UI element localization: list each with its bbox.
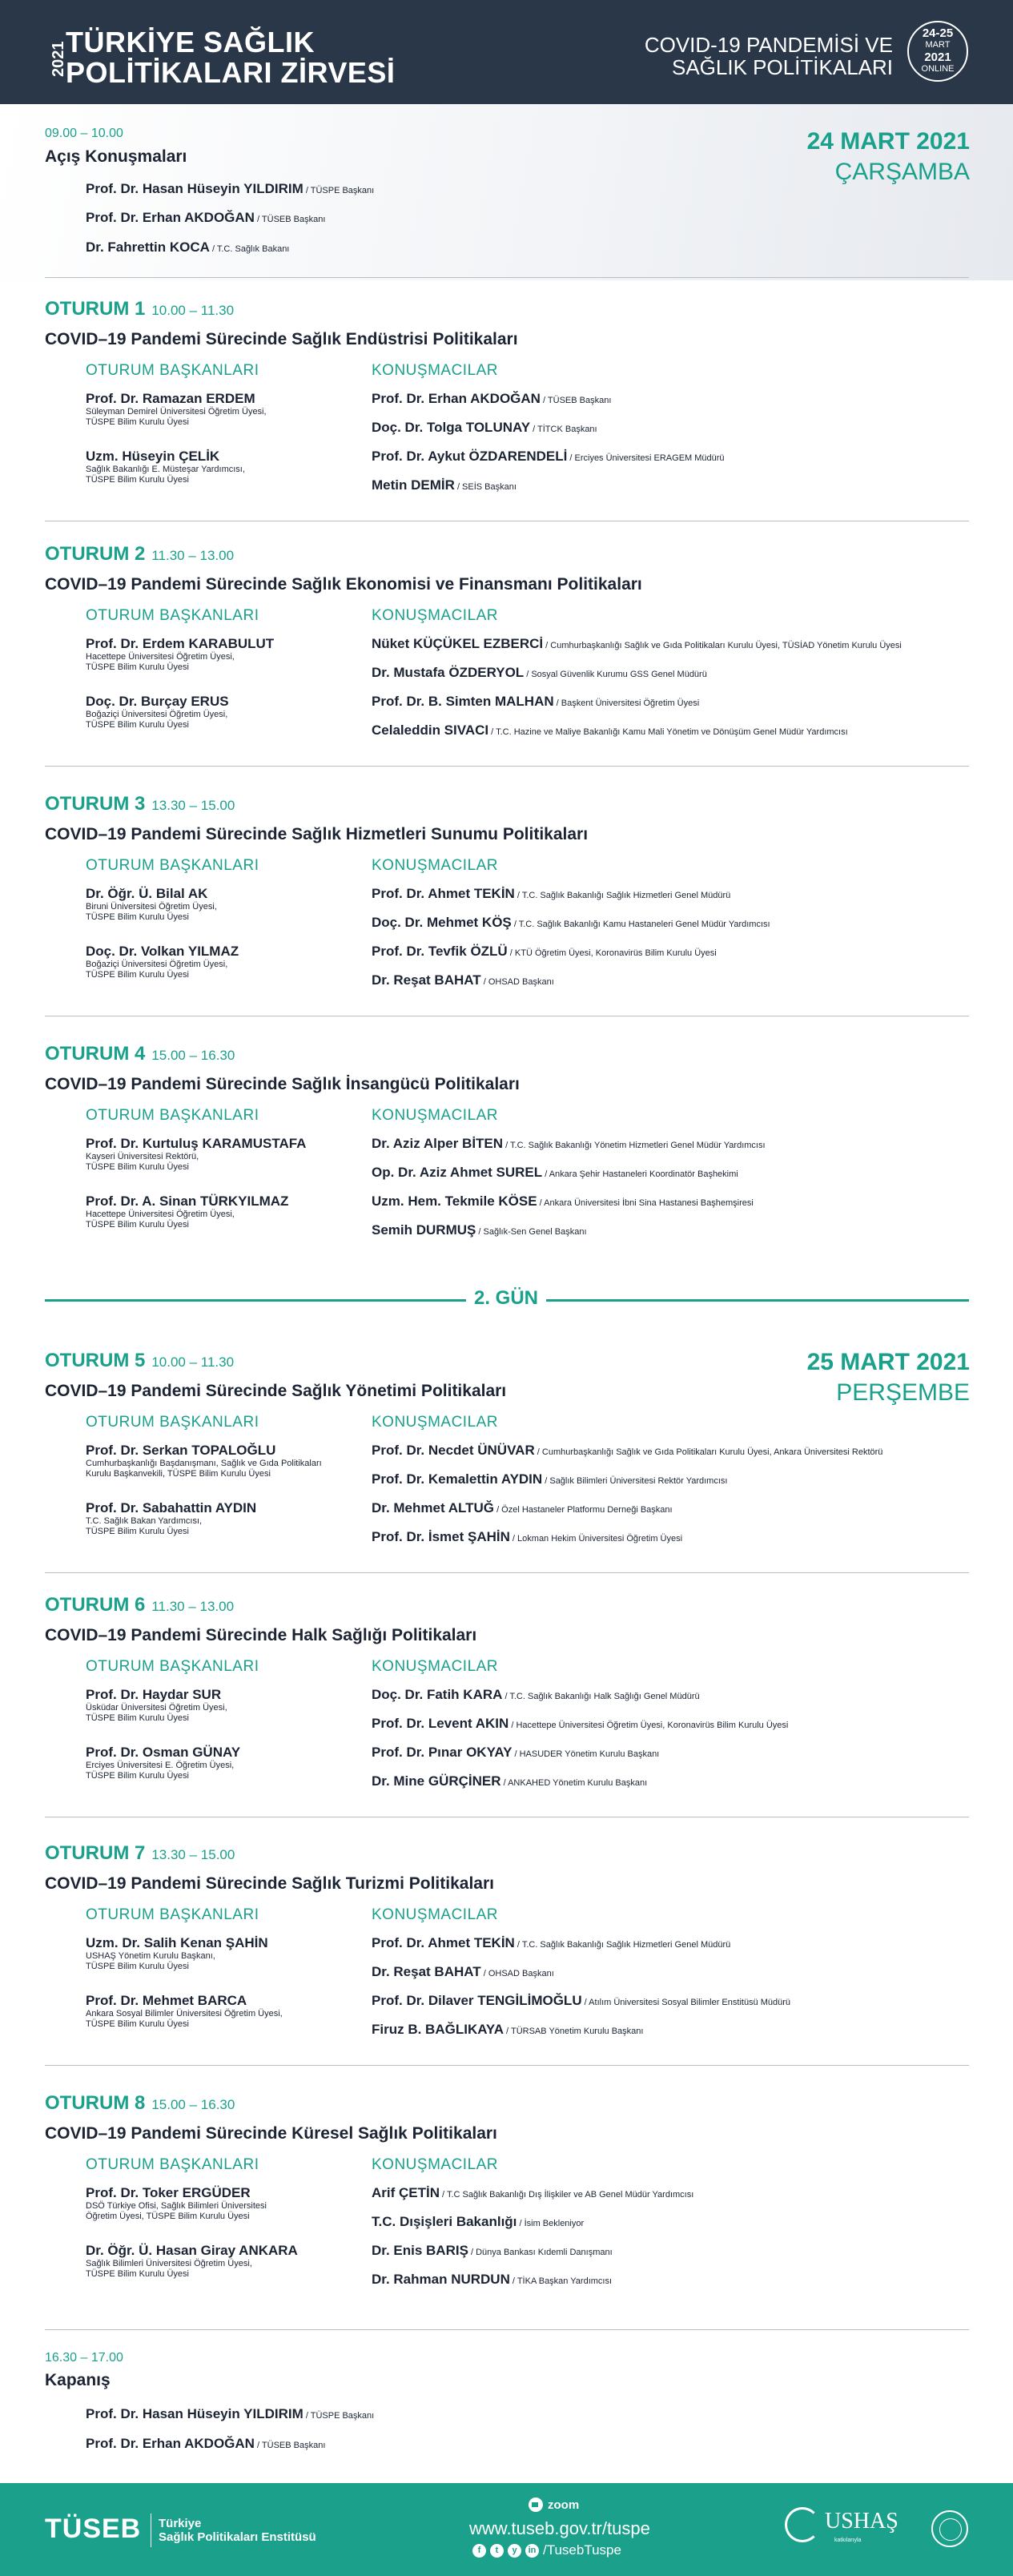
summit-title-line2: POLİTİKALARI ZİRVESİ: [66, 56, 396, 89]
speaker-role: / TİKA Başkan Yardımcısı: [509, 2276, 613, 2286]
speaker-role: / HASUDER Yönetim Kurulu Başkanı: [512, 1749, 660, 1759]
speaker-role: / OHSAD Başkanı: [480, 977, 554, 987]
speakers-heading: KONUŞMACILAR: [372, 1658, 499, 1675]
session-title: COVID–19 Pandemi Sürecinde Küresel Sağlık Politikaları: [45, 2124, 497, 2143]
chair-affiliation: TÜSPE Bilim Kurulu Üyesi: [86, 970, 189, 980]
session-number: OTURUM 2: [45, 543, 146, 565]
speaker-name: Dr. Aziz Alper BİTEN: [372, 1136, 504, 1151]
chair-affiliation: TÜSPE Bilim Kurulu Üyesi: [86, 1220, 189, 1230]
session-speaker: [372, 636, 902, 652]
closing-speaker: [86, 2406, 374, 2422]
session-speaker: [372, 1964, 554, 1980]
ministry-seal-icon: [931, 2510, 968, 2547]
chair-name: Prof. Dr. Mehmet BARCA: [86, 1993, 247, 2008]
session-time: 15.00 – 16.30: [151, 2097, 235, 2112]
session-label: [45, 1594, 234, 1616]
social-handle[interactable]: /TusebTuspe: [543, 2542, 621, 2558]
speaker-role: / TÜRSAB Yönetim Kurulu Başkanı: [504, 2027, 644, 2036]
section-divider: [45, 766, 969, 767]
session-speaker: [372, 2272, 612, 2288]
speaker-role: / İsim Bekleniyor: [517, 2219, 585, 2228]
chair-affiliation: TÜSPE Bilim Kurulu Üyesi: [86, 1527, 189, 1536]
speaker-name: Dr. Enis BARIŞ: [372, 2243, 468, 2258]
session-label: [45, 298, 234, 320]
chair-affiliation: TÜSPE Bilim Kurulu Üyesi: [86, 1162, 189, 1172]
session-chair: [86, 1193, 342, 1230]
chair-affiliation: Hacettepe Üniversitesi Öğretim Üyesi,: [86, 652, 235, 662]
speaker-name: Prof. Dr. Hasan Hüseyin YILDIRIM: [86, 2406, 303, 2421]
speaker-name: Doç. Dr. Mehmet KÖŞ: [372, 915, 512, 930]
session-speaker: [372, 1993, 790, 2009]
closing-title: Kapanış: [45, 2371, 111, 2389]
chairs-heading: OTURUM BAŞKANLARI: [86, 362, 259, 379]
session-speaker: [372, 2243, 613, 2259]
opening-speaker: [86, 210, 325, 226]
session-speaker: [372, 886, 730, 902]
summit-title: [66, 27, 395, 88]
chair-name: Prof. Dr. A. Sinan TÜRKYILMAZ: [86, 1193, 289, 1209]
speaker-role: / Cumhurbaşkanlığı Sağlık ve Gıda Politikaları Kurulu Üyesi, TÜSİAD Yönetim Kurulu Üyesi: [543, 641, 902, 650]
chair-affiliation: Boğaziçi Üniversitesi Öğretim Üyesi,: [86, 960, 228, 969]
session-speaker: [372, 694, 699, 710]
session-chair: [86, 1993, 342, 2030]
session-chair: [86, 886, 342, 923]
chairs-heading: OTURUM BAŞKANLARI: [86, 1107, 259, 1124]
chair-affiliation: Cumhurbaşkanlığı Başdanışmanı, Sağlık ve Gıda Politikaları: [86, 1459, 322, 1468]
session-label: [45, 2092, 235, 2115]
speaker-name: Prof. Dr. Dilaver TENGİLİMOĞLU: [372, 1993, 582, 2008]
header-year: 2021: [50, 41, 67, 77]
speaker-name: Doç. Dr. Fatih KARA: [372, 1687, 503, 1702]
chair-name: Prof. Dr. Ramazan ERDEM: [86, 391, 255, 406]
session-speaker: [372, 1529, 682, 1545]
chair-affiliation: TÜSPE Bilim Kurulu Üyesi: [86, 2019, 189, 2029]
session-label: [45, 1043, 235, 1065]
speaker-name: Op. Dr. Aziz Ahmet SUREL: [372, 1165, 543, 1180]
session-speaker: [372, 420, 597, 436]
speaker-name: Prof. Dr. Hasan Hüseyin YILDIRIM: [86, 181, 303, 196]
session-speaker: [372, 1687, 700, 1703]
theme-title-line2: SAĞLIK POLİTİKALARI: [672, 55, 893, 79]
chair-name: Prof. Dr. Haydar SUR: [86, 1687, 222, 1702]
session-label: [45, 543, 234, 566]
section-divider: [45, 1572, 969, 1573]
chair-name: Prof. Dr. Osman GÜNAY: [86, 1745, 241, 1760]
session-speaker: [372, 1222, 587, 1238]
zoom-label: zoom: [548, 2498, 580, 2512]
ushas-logo: USHAŞ: [825, 2509, 898, 2534]
speaker-role: / TÜSEB Başkanı: [540, 396, 612, 405]
speaker-name: Dr. Mustafa ÖZDERYOL: [372, 665, 525, 680]
session-chair: [86, 391, 342, 428]
session-speaker: [372, 944, 717, 960]
speaker-name: Prof. Dr. Erhan AKDOĞAN: [86, 210, 255, 225]
session-speaker: [372, 1193, 754, 1210]
chairs-heading: OTURUM BAŞKANLARI: [86, 1658, 259, 1675]
session-title: COVID–19 Pandemi Sürecinde Sağlık Hizmetleri Sunumu Politikaları: [45, 825, 589, 843]
chair-name: Prof. Dr. Toker ERGÜDER: [86, 2185, 251, 2200]
theme-title: [645, 34, 893, 78]
chair-name: Uzm. Dr. Salih Kenan ŞAHİN: [86, 1935, 268, 1950]
ushas-caption: katkılarıyla: [834, 2538, 862, 2543]
session-chair: [86, 1136, 342, 1173]
chair-affiliation: Sağlık Bilimleri Üniversitesi Öğretim Üyesi,: [86, 2259, 252, 2268]
speakers-heading: KONUŞMACILAR: [372, 1906, 499, 1923]
session-number: OTURUM 7: [45, 1842, 146, 1864]
youtube-icon[interactable]: y: [508, 2544, 521, 2558]
chairs-heading: OTURUM BAŞKANLARI: [86, 607, 259, 624]
speaker-name: Arif ÇETİN: [372, 2185, 440, 2200]
speakers-heading: KONUŞMACILAR: [372, 1414, 499, 1431]
session-speaker: [372, 449, 725, 465]
session-title: COVID–19 Pandemi Sürecinde Halk Sağlığı Politikaları: [45, 1626, 477, 1644]
session-chair: [86, 1745, 342, 1781]
speaker-role: / Cumhurbaşkanlığı Sağlık ve Gıda Politikaları Kurulu Üyesi, Ankara Üniversitesi Rektörü: [534, 1447, 883, 1457]
badge-year: 2021: [924, 50, 951, 64]
speaker-name: Dr. Mine GÜRÇİNER: [372, 1773, 501, 1789]
speaker-name: Firuz B. BAĞLIKAYA: [372, 2022, 504, 2037]
speaker-role: / TİTCK Başkanı: [530, 425, 597, 434]
chair-affiliation: Ankara Sosyal Bilimler Üniversitesi Öğretim Üyesi,: [86, 2009, 283, 2019]
opening-speaker: [86, 239, 289, 256]
session-title: COVID–19 Pandemi Sürecinde Sağlık İnsangücü Politikaları: [45, 1075, 520, 1093]
speaker-name: Uzm. Hem. Tekmile KÖSE: [372, 1193, 537, 1209]
speaker-role: / T.C. Sağlık Bakanlığı Sağlık Hizmetleri Genel Müdürü: [514, 1940, 731, 1950]
speaker-role: / Başkent Üniversitesi Öğretim Üyesi: [553, 698, 700, 708]
theme-title-line1: COVID-19 PANDEMİSİ VE: [644, 33, 893, 57]
speaker-name: Prof. Dr. Ahmet TEKİN: [372, 886, 515, 901]
badge-month: MART: [925, 40, 951, 50]
chair-affiliation: TÜSPE Bilim Kurulu Üyesi: [86, 912, 189, 922]
speaker-role: / Sağlık-Sen Genel Başkanı: [476, 1227, 587, 1237]
speaker-name: Dr. Rahman NURDUN: [372, 2272, 510, 2287]
session-number: OTURUM 5: [45, 1350, 146, 1371]
chair-name: Dr. Öğr. Ü. Hasan Giray ANKARA: [86, 2243, 298, 2258]
chair-affiliation: Süleyman Demirel Üniversitesi Öğretim Üyesi,: [86, 407, 267, 417]
session-time: 10.00 – 11.30: [151, 1354, 235, 1370]
session-title: COVID–19 Pandemi Sürecinde Sağlık Endüstrisi Politikaları: [45, 330, 518, 348]
session-number: OTURUM 4: [45, 1043, 146, 1065]
speaker-name: Prof. Dr. Kemalettin AYDIN: [372, 1471, 543, 1487]
speaker-name: Prof. Dr. Tevfik ÖZLÜ: [372, 944, 508, 959]
speaker-name: Prof. Dr. Levent AKIN: [372, 1716, 509, 1731]
session-speaker: [372, 1165, 738, 1181]
session-speaker: [372, 915, 770, 931]
website-link[interactable]: www.tuseb.gov.tr/tuspe: [469, 2518, 650, 2538]
session-label: [45, 1842, 235, 1865]
speaker-name: Prof. Dr. Erhan AKDOĞAN: [372, 391, 541, 406]
closing-time: 16.30 – 17.00: [45, 2351, 123, 2365]
session-speaker: [372, 722, 848, 739]
chair-name: Prof. Dr. Serkan TOPALOĞLU: [86, 1443, 276, 1458]
session-time: 11.30 – 13.00: [151, 548, 235, 563]
day1-weekday: ÇARŞAMBA: [834, 159, 970, 185]
session-speaker: [372, 1745, 659, 1761]
chair-affiliation: Biruni Üniversitesi Öğretim Üyesi,: [86, 902, 217, 912]
chair-affiliation: TÜSPE Bilim Kurulu Üyesi: [86, 1713, 189, 1723]
day2-date-block: [807, 1347, 970, 1408]
date-badge: [907, 21, 968, 82]
session-speaker: [372, 972, 554, 988]
summit-title-line1: TÜRKİYE SAĞLIK: [66, 26, 316, 58]
speaker-role: / TÜSPE Başkanı: [303, 2411, 375, 2421]
speaker-name: Doç. Dr. Tolga TOLUNAY: [372, 420, 531, 435]
session-number: OTURUM 6: [45, 1594, 146, 1616]
speaker-name: Prof. Dr. Pınar OKYAY: [372, 1745, 513, 1760]
chair-affiliation: Hacettepe Üniversitesi Öğretim Üyesi,: [86, 1210, 235, 1219]
speaker-role: / Ankara Üniversitesi İbni Sina Hastanesi Başhemşiresi: [537, 1198, 754, 1208]
zoom-badge: [529, 2498, 579, 2512]
speaker-role: / Sosyal Güvenlik Kurumu GSS Genel Müdürü: [524, 670, 707, 679]
speaker-role: / T.C. Sağlık Bakanlığı Yönetim Hizmetleri Genel Müdür Yardımcısı: [503, 1141, 766, 1150]
speaker-role: / Lokman Hekim Üniversitesi Öğretim Üyesi: [509, 1534, 683, 1544]
chair-name: Dr. Öğr. Ü. Bilal AK: [86, 886, 208, 901]
chair-affiliation: TÜSPE Bilim Kurulu Üyesi: [86, 475, 189, 485]
day1-date-block: [807, 127, 970, 187]
session-speaker: [372, 2185, 693, 2201]
chair-affiliation: Üsküdar Üniversitesi Öğretim Üyesi,: [86, 1703, 227, 1713]
opening-title: Açış Konuşmaları: [45, 147, 187, 166]
speaker-name: Celaleddin SIVACI: [372, 722, 489, 738]
session-speaker: [372, 665, 707, 681]
chair-affiliation: Öğretim Üyesi, TÜSPE Bilim Kurulu Üyesi: [86, 2212, 250, 2221]
speaker-role: / Ankara Şehir Hastaneleri Koordinatör Başhekimi: [542, 1169, 738, 1179]
speakers-heading: KONUŞMACILAR: [372, 2156, 499, 2173]
speaker-role: / Hacettepe Üniversitesi Öğretim Üyesi, Koronavirüs Bilim Kurulu Üyesi: [509, 1721, 789, 1730]
speaker-role: / SEİS Başkanı: [454, 482, 517, 492]
session-speaker: [372, 1136, 766, 1152]
session-speaker: [372, 1935, 730, 1951]
chair-affiliation: TÜSPE Bilim Kurulu Üyesi: [86, 1962, 189, 1971]
speaker-role: / T.C Sağlık Bakanlığı Dış İlişkiler ve AB Genel Müdür Yardımcısı: [440, 2190, 694, 2200]
speaker-role: / Dünya Bankası Kıdemli Danışmanı: [468, 2248, 613, 2257]
speakers-heading: KONUŞMACILAR: [372, 857, 499, 874]
opening-speaker: [86, 181, 374, 197]
chair-affiliation: DSÖ Türkiye Ofisi, Sağlık Bilimleri Üniversitesi: [86, 2201, 267, 2211]
chair-name: Doç. Dr. Volkan YILMAZ: [86, 944, 239, 959]
speaker-name: Metin DEMİR: [372, 477, 455, 493]
chair-name: Doç. Dr. Burçay ERUS: [86, 694, 229, 709]
section-divider: [45, 2329, 969, 2330]
speaker-name: Dr. Reşat BAHAT: [372, 972, 481, 988]
facebook-icon[interactable]: f: [472, 2544, 486, 2558]
session-speaker: [372, 2022, 643, 2038]
institute-name-line2: Sağlık Politikaları Enstitüsü: [159, 2530, 316, 2544]
opening-time: 09.00 – 10.00: [45, 127, 123, 140]
speaker-role: / Özel Hastaneler Platformu Derneği Başkanı: [494, 1505, 673, 1515]
session-number: OTURUM 1: [45, 298, 146, 320]
chair-name: Prof. Dr. Kurtuluş KARAMUSTAFA: [86, 1136, 307, 1151]
section-divider: [45, 277, 969, 278]
institute-name-line1: Türkiye: [159, 2517, 202, 2530]
chair-affiliation: TÜSPE Bilim Kurulu Üyesi: [86, 417, 189, 427]
twitter-icon[interactable]: t: [490, 2544, 504, 2558]
ushas-swirl-icon: [785, 2507, 820, 2542]
session-time: 13.30 – 15.00: [151, 1847, 235, 1862]
chair-name: Prof. Dr. Erdem KARABULUT: [86, 636, 275, 651]
chair-affiliation: Boğaziçi Üniversitesi Öğretim Üyesi,: [86, 710, 228, 719]
speaker-role: / T.C. Sağlık Bakanlığı Sağlık Hizmetleri Genel Müdürü: [514, 891, 731, 900]
speaker-name: Dr. Mehmet ALTUĞ: [372, 1500, 495, 1515]
session-chair: [86, 694, 342, 731]
speaker-role: / KTÜ Öğretim Üyesi, Koronavirüs Bilim Kurulu Üyesi: [507, 948, 717, 958]
tuseb-logo: TÜSEB: [45, 2514, 142, 2544]
session-chair: [86, 1500, 342, 1537]
session-chair: [86, 449, 342, 485]
chair-affiliation: Sağlık Bakanlığı E. Müsteşar Yardımcısı,: [86, 465, 245, 474]
speaker-role: / OHSAD Başkanı: [480, 1969, 554, 1978]
page-footer: [0, 2483, 1013, 2576]
speaker-role: / TÜSPE Başkanı: [303, 186, 375, 195]
session-chair: [86, 1443, 342, 1479]
linkedin-icon[interactable]: in: [525, 2544, 539, 2558]
day1-date: 24 MART 2021: [806, 128, 970, 155]
session-speaker: [372, 1471, 727, 1487]
chairs-heading: OTURUM BAŞKANLARI: [86, 857, 259, 874]
speaker-name: T.C. Dışişleri Bakanlığı: [372, 2214, 517, 2229]
badge-online: ONLINE: [921, 64, 955, 74]
speaker-role: / ANKAHED Yönetim Kurulu Başkanı: [500, 1778, 648, 1788]
speaker-name: Prof. Dr. B. Simten MALHAN: [372, 694, 554, 709]
chair-name: Prof. Dr. Sabahattin AYDIN: [86, 1500, 257, 1515]
session-label: [45, 1350, 234, 1372]
speaker-name: Prof. Dr. İsmet ŞAHİN: [372, 1529, 510, 1544]
chairs-heading: OTURUM BAŞKANLARI: [86, 2156, 259, 2173]
speaker-role: / T.C. Hazine ve Maliye Bakanlığı Kamu Mali Yönetim ve Dönüşüm Genel Müdür Yardımcısı: [488, 727, 848, 737]
session-time: 10.00 – 11.30: [151, 303, 235, 318]
session-chair: [86, 944, 342, 980]
session-speaker: [372, 1443, 882, 1459]
speaker-role: / T.C. Sağlık Bakanlığı Kamu Hastaneleri Genel Müdür Yardımcısı: [511, 920, 770, 929]
session-speaker: [372, 1716, 788, 1732]
speakers-heading: KONUŞMACILAR: [372, 607, 499, 624]
chair-affiliation: TÜSPE Bilim Kurulu Üyesi: [86, 1771, 189, 1781]
session-chair: [86, 2185, 342, 2222]
speaker-name: Nüket KÜÇÜKEL EZBERCİ: [372, 636, 544, 651]
session-title: COVID–19 Pandemi Sürecinde Sağlık Turizmi Politikaları: [45, 1874, 494, 1893]
chair-affiliation: Erciyes Üniversitesi E. Öğretim Üyesi,: [86, 1761, 235, 1770]
session-title: COVID–19 Pandemi Sürecinde Sağlık Ekonomisi ve Finansmanı Politikaları: [45, 575, 642, 594]
speaker-name: Prof. Dr. Erhan AKDOĞAN: [86, 2436, 255, 2451]
session-title: COVID–19 Pandemi Sürecinde Sağlık Yönetimi Politikaları: [45, 1382, 507, 1400]
chair-affiliation: TÜSPE Bilim Kurulu Üyesi: [86, 720, 189, 730]
session-speaker: [372, 1773, 647, 1789]
chair-affiliation: Kayseri Üniversitesi Rektörü,: [86, 1152, 199, 1161]
speaker-role: / T.C. Sağlık Bakanı: [209, 244, 290, 254]
chairs-heading: OTURUM BAŞKANLARI: [86, 1414, 259, 1431]
speaker-name: Semih DURMUŞ: [372, 1222, 476, 1238]
chair-name: Uzm. Hüseyin ÇELİK: [86, 449, 220, 464]
session-number: OTURUM 8: [45, 2092, 146, 2114]
speaker-name: Dr. Reşat BAHAT: [372, 1964, 481, 1979]
chair-affiliation: TÜSPE Bilim Kurulu Üyesi: [86, 2269, 189, 2279]
chair-affiliation: TÜSPE Bilim Kurulu Üyesi: [86, 662, 189, 672]
speaker-name: Prof. Dr. Aykut ÖZDARENDELİ: [372, 449, 568, 464]
session-time: 15.00 – 16.30: [151, 1048, 235, 1063]
session-time: 11.30 – 13.00: [151, 1599, 235, 1614]
chairs-heading: OTURUM BAŞKANLARI: [86, 1906, 259, 1923]
session-time: 13.30 – 15.00: [151, 798, 235, 813]
day2-weekday: PERŞEMBE: [836, 1379, 970, 1406]
chair-affiliation: T.C. Sağlık Bakan Yardımcısı,: [86, 1516, 203, 1526]
speakers-heading: KONUŞMACILAR: [372, 1107, 499, 1124]
closing-speaker: [86, 2436, 325, 2452]
speaker-name: Prof. Dr. Ahmet TEKİN: [372, 1935, 515, 1950]
speaker-role: / Erciyes Üniversitesi ERAGEM Müdürü: [567, 453, 725, 463]
session-label: [45, 793, 235, 815]
speaker-name: Dr. Fahrettin KOCA: [86, 239, 210, 255]
chair-affiliation: Kurulu Başkanvekili, TÜSPE Bilim Kurulu Üyesi: [86, 1469, 271, 1479]
speaker-role: / TÜSEB Başkanı: [254, 215, 326, 224]
social-links: [472, 2542, 621, 2558]
session-chair: [86, 636, 342, 673]
session-number: OTURUM 3: [45, 793, 146, 815]
page-header: [0, 0, 1013, 104]
speakers-heading: KONUŞMACILAR: [372, 362, 499, 379]
session-speaker: [372, 391, 611, 407]
session-chair: [86, 1935, 342, 1972]
chair-affiliation: USHAŞ Yönetim Kurulu Başkanı,: [86, 1951, 215, 1961]
speaker-role: / Atılım Üniversitesi Sosyal Bilimler Enstitüsü Müdürü: [581, 1998, 791, 2007]
session-speaker: [372, 2214, 584, 2230]
session-speaker: [372, 477, 517, 493]
speaker-role: / Sağlık Bilimleri Üniversitesi Rektör Yardımcısı: [542, 1476, 728, 1486]
day2-label: 2. GÜN: [466, 1287, 546, 1310]
session-chair: [86, 1687, 342, 1724]
session-speaker: [372, 1500, 673, 1516]
speaker-role: / T.C. Sağlık Bakanlığı Halk Sağlığı Genel Müdürü: [502, 1692, 700, 1701]
section-divider: [45, 2065, 969, 2066]
speaker-role: / TÜSEB Başkanı: [254, 2441, 326, 2450]
speaker-name: Prof. Dr. Necdet ÜNÜVAR: [372, 1443, 535, 1458]
zoom-camera-icon: [529, 2498, 543, 2512]
session-chair: [86, 2243, 342, 2280]
badge-days: 24-25: [922, 26, 954, 40]
day2-date: 25 MART 2021: [806, 1349, 970, 1375]
institute-name: [159, 2517, 316, 2544]
